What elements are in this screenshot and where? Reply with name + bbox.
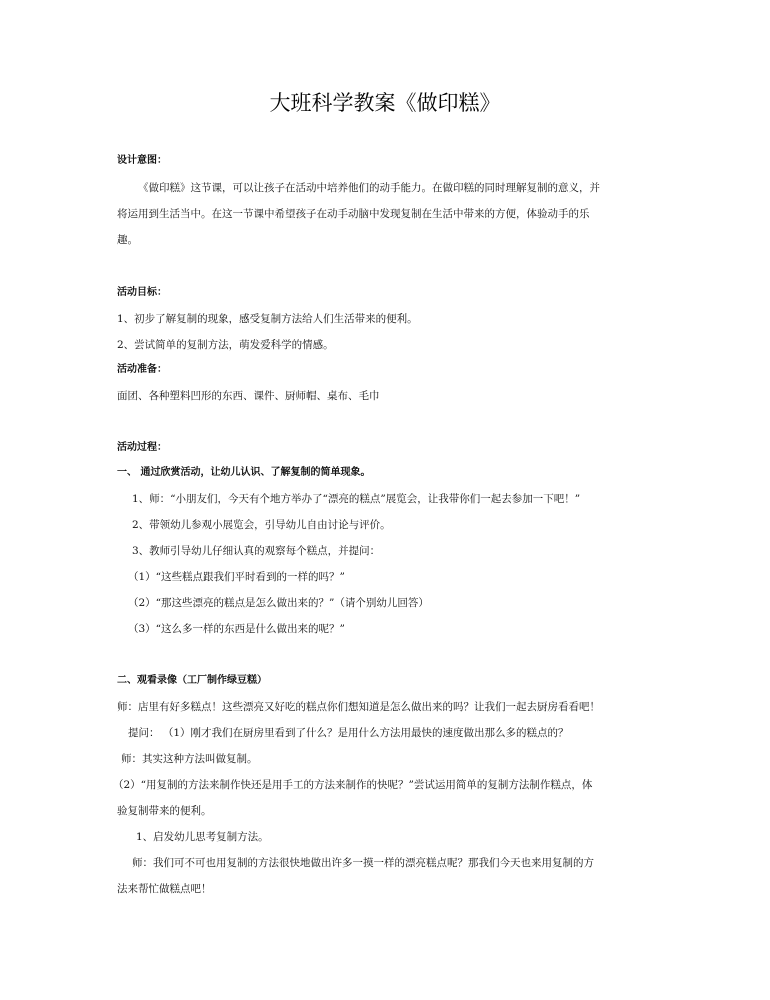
- goal-heading: 活动目标：: [117, 287, 167, 298]
- step2-paragraph-3-line-1: 师：我们可不可也用复制的方法很快地做出许多一摸一样的漂亮糕点呢？那我们今天也来用复制的方: [132, 857, 594, 869]
- step1-question-2: （2）“那这些漂亮的糕点是怎么做出来的？”（请个别幼儿回答）: [128, 597, 429, 609]
- process-heading: 活动过程：: [117, 442, 167, 453]
- prep-heading: 活动准备：: [117, 364, 167, 375]
- document-title: 大班科学教案《做印糕》: [269, 91, 501, 115]
- design-paragraph-line-3: 趣。: [117, 234, 138, 246]
- step2-paragraph-2: 师：其实这种方法叫做复制。: [121, 753, 258, 765]
- design-paragraph-line-2: 将运用到生活当中。在这一节课中希望孩子在动手动脑中发现复制在生活中带来的方便，体验动手的乐: [117, 208, 590, 220]
- goal-item-2: 2、尝试简单的复制方法，萌发爱科学的情感。: [117, 339, 334, 351]
- step1-heading: 一、 通过欣赏活动，让幼儿认识、了解复制的简单现象。: [117, 467, 371, 478]
- step2-question-2-line-1: （2）“用复制的方法来制作快还是用手工的方法来制作的快呢？”尝试运用简单的复制方法制作糕点，体: [113, 779, 593, 791]
- step2-item-1: 1、启发幼儿思考复制方法。: [136, 831, 269, 843]
- step1-question-1: （1）“这些糕点跟我们平时看到的一样的吗？”: [128, 571, 345, 583]
- step1-item-2: 2、带领幼儿参观小展览会，引导幼儿自由讨论与评价。: [132, 519, 391, 531]
- goal-item-1: 1、初步了解复制的现象，感受复制方法给人们生活带来的便利。: [117, 313, 418, 325]
- design-heading: 设计意图：: [117, 155, 167, 166]
- step2-question-1: 提问： （1）刚才我们在厨房里看到了什么？是用什么方法用最快的速度做出那么多的糕点的？: [128, 727, 569, 739]
- step2-paragraph-1: 师：店里有好多糕点！这些漂亮又好吃的糕点你们想知道是怎么做出来的吗？让我们一起去厨房看看吧！: [117, 701, 600, 713]
- step2-question-2-line-2: 验复制带来的便利。: [117, 805, 212, 817]
- design-paragraph-line-1: 《做印糕》这节课，可以让孩子在活动中培养他们的动手能力。在做印糕的同时理解复制的意义，并: [138, 182, 600, 194]
- step1-item-1: 1、师：“小朋友们，今天有个地方举办了“漂亮的糕点”展览会，让我带你们一起去参加一下吧！”: [132, 493, 581, 505]
- step1-question-3: （3）“这么多一样的东西是什么做出来的呢？”: [128, 623, 345, 635]
- prep-text: 面团、各种塑料凹形的东西、课件、厨师帽、桌布、毛巾: [117, 390, 380, 402]
- step2-heading: 二、观看录像（工厂制作绿豆糕）: [117, 675, 267, 686]
- step2-paragraph-3-line-2: 法来帮忙做糕点吧！: [117, 883, 212, 895]
- step1-item-3: 3、教师引导幼儿仔细认真的观察每个糕点，并提问：: [132, 545, 381, 557]
